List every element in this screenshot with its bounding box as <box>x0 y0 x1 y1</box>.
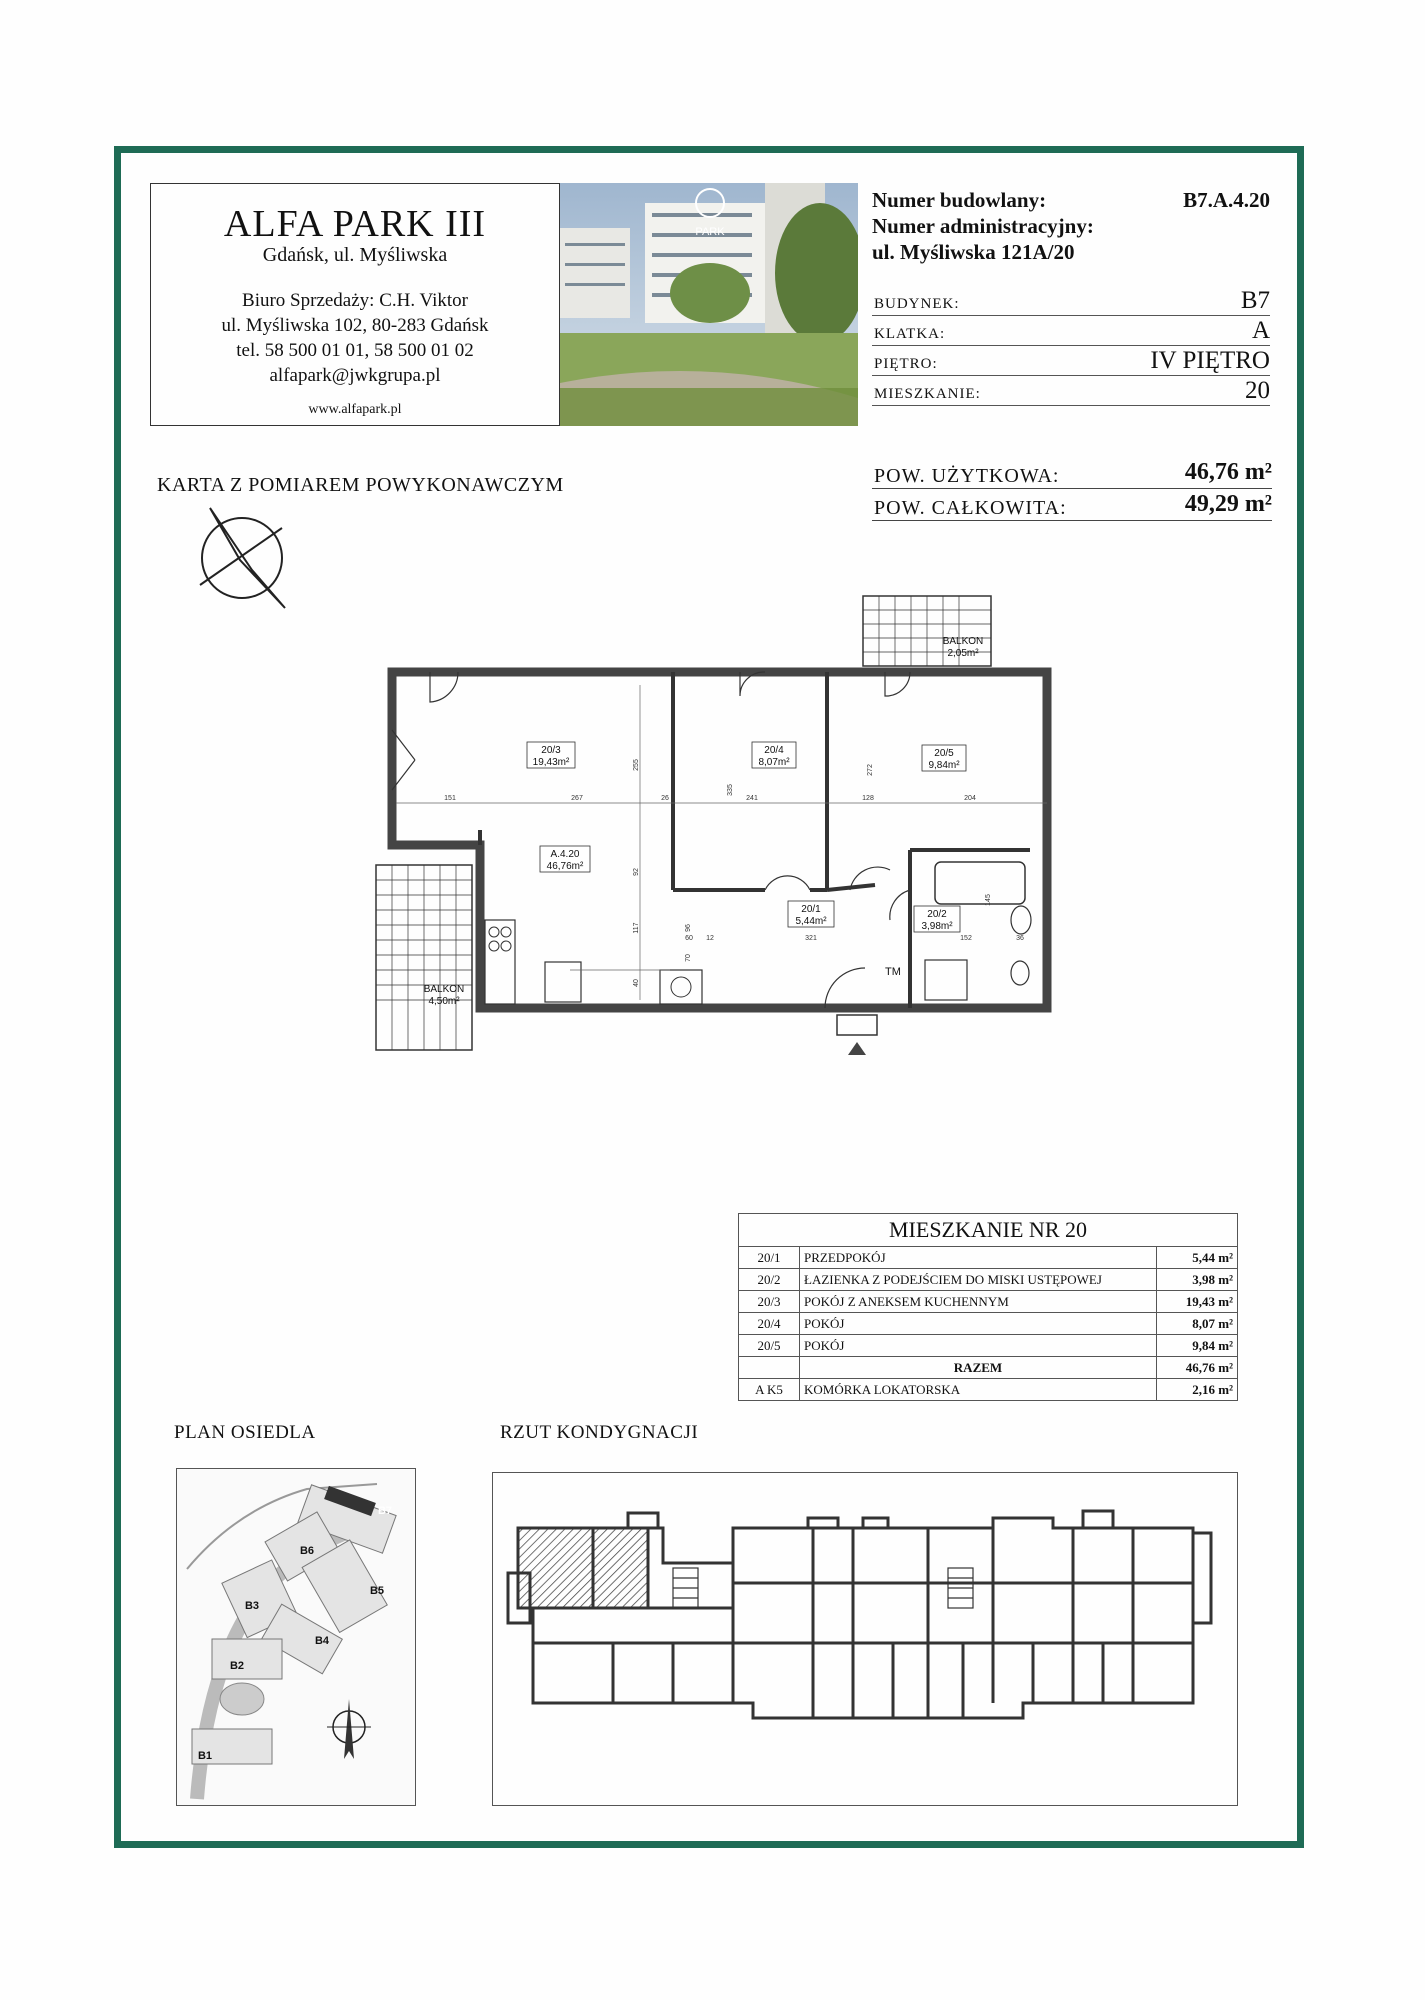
balcony-top-label: BALKON <box>942 636 984 647</box>
row-area: 3,98 m² <box>1157 1269 1238 1291</box>
office-line: tel. 58 500 01 01, 58 500 01 02 <box>236 340 474 361</box>
usable-area-value: 46,76 m² <box>1184 459 1272 485</box>
table-total-row <box>739 1357 1238 1379</box>
apartment-floorplan <box>370 590 1060 1060</box>
building-b5: B5 <box>369 1585 385 1597</box>
usable-area-row <box>872 460 1272 489</box>
dim-text: 36 <box>1016 935 1024 942</box>
building-b7: B7 <box>377 1505 393 1517</box>
mieszkanie-value: 20 <box>1245 377 1270 404</box>
dim-text: 255 <box>633 759 640 771</box>
room-204-no: 20/4 <box>764 745 784 756</box>
dim-text: 12 <box>706 935 714 942</box>
room-202-area: 3,98m² <box>921 921 953 932</box>
dim-text: 145 <box>985 894 992 906</box>
room-203-area: 19,43m² <box>532 757 570 768</box>
table-title: MIESZKANIE NR 20 <box>739 1214 1238 1247</box>
floor-overview <box>492 1472 1238 1806</box>
balcony-left-area: 4,50m² <box>428 996 460 1007</box>
room-table <box>738 1213 1238 1401</box>
row-area: 9,84 m² <box>1157 1335 1238 1357</box>
total-value: 46,76 m² <box>1157 1357 1238 1379</box>
budynek-value: B7 <box>1240 287 1270 314</box>
header <box>150 183 1270 428</box>
row-name: POKÓJ <box>800 1313 1157 1335</box>
room-201-no: 20/1 <box>801 904 821 915</box>
mieszkanie-label: MIESZKANIE: <box>874 386 981 402</box>
address: ul. Myśliwska 121A/20 <box>872 240 1075 264</box>
row-name: PRZEDPOKÓJ <box>800 1247 1157 1269</box>
row-name: POKÓJ Z ANEKSEM KUCHENNYM <box>800 1291 1157 1313</box>
total-label: RAZEM <box>800 1357 1157 1379</box>
building-b4: B4 <box>314 1635 330 1647</box>
admin-number-label: Numer administracyjny: <box>872 214 1094 238</box>
dim-text: 60 <box>685 935 693 942</box>
klatka-value: A <box>1251 317 1270 344</box>
dim-text: 40 <box>633 979 640 987</box>
row-no: 20/3 <box>739 1291 800 1313</box>
balcony-top-area: 2,05m² <box>947 648 979 659</box>
room-202-no: 20/2 <box>927 909 947 920</box>
building-b3: B3 <box>244 1600 260 1612</box>
storage-name: KOMÓRKA LOKATORSKA <box>800 1379 1157 1401</box>
north-arrow-icon <box>190 500 290 610</box>
room-201-area: 5,44m² <box>795 916 827 927</box>
total-area-row <box>872 492 1272 521</box>
dim-text: 152 <box>960 935 972 942</box>
building-b1: B1 <box>197 1750 213 1762</box>
storage-area: 2,16 m² <box>1157 1379 1238 1401</box>
dim-text: 26 <box>661 795 669 802</box>
balcony-left-label: BALKON <box>423 984 465 995</box>
dim-text: 92 <box>633 868 640 876</box>
row-area: 19,43 m² <box>1157 1291 1238 1313</box>
tm-label: TM <box>885 966 901 978</box>
row-no: 20/1 <box>739 1247 800 1269</box>
row-no: 20/4 <box>739 1313 800 1335</box>
room-205-area: 9,84m² <box>928 760 960 771</box>
build-number-label: Numer budowlany: <box>872 188 1047 212</box>
room-203-no: 20/3 <box>541 745 561 756</box>
pietro-label: PIĘTRO: <box>874 356 938 372</box>
room-204-area: 8,07m² <box>758 757 790 768</box>
dim-text: 335 <box>727 784 734 796</box>
dim-text: 96 <box>685 924 692 932</box>
entrance-arrow-icon <box>848 1042 866 1055</box>
row-klatka <box>872 317 1270 346</box>
office-line: Biuro Sprzedaży: C.H. Viktor <box>242 290 468 311</box>
row-area: 8,07 m² <box>1157 1313 1238 1335</box>
floor-plan-label: RZUT KONDYGNACJI <box>500 1422 699 1443</box>
budynek-label: BUDYNEK: <box>874 296 960 312</box>
office-email: alfapark@jwkgrupa.pl <box>269 365 441 386</box>
sales-office <box>151 288 559 388</box>
table-storage-row <box>739 1379 1238 1401</box>
row-area: 5,44 m² <box>1157 1247 1238 1269</box>
table-row <box>739 1313 1238 1335</box>
build-number-value: B7.A.4.20 <box>1183 188 1270 212</box>
estate-photo <box>560 183 858 426</box>
dim-text: 70 <box>685 954 692 962</box>
building-b2: B2 <box>229 1660 245 1672</box>
table-row <box>739 1247 1238 1269</box>
table-row <box>739 1335 1238 1357</box>
row-mieszkanie <box>872 377 1270 406</box>
storage-no: A K5 <box>739 1379 800 1401</box>
table-row <box>739 1291 1238 1313</box>
dim-text: 241 <box>746 795 758 802</box>
dim-text: 117 <box>633 922 640 934</box>
dim-text: 321 <box>805 935 817 942</box>
row-budynek <box>872 287 1270 316</box>
measurement-card-label: KARTA Z POMIAREM POWYKONAWCZYM <box>157 474 564 496</box>
apartment-area: 46,76m² <box>546 861 584 872</box>
outer-walls <box>392 672 1047 1008</box>
table-row <box>739 1269 1238 1291</box>
total-area-value: 49,29 m² <box>1184 491 1272 517</box>
total-area-label: POW. CAŁKOWITA: <box>874 497 1067 519</box>
row-no: 20/2 <box>739 1269 800 1291</box>
project-title: ALFA PARK III <box>223 203 487 245</box>
row-pietro <box>872 347 1270 376</box>
row-name: ŁAZIENKA Z PODEJŚCIEM DO MISKI USTĘPOWEJ <box>800 1269 1157 1291</box>
room-205-no: 20/5 <box>934 748 954 759</box>
site-plan-label: PLAN OSIEDLA <box>174 1422 316 1443</box>
building-b6: B6 <box>299 1545 315 1557</box>
klatka-label: KLATKA: <box>874 326 946 342</box>
pietro-value: IV PIĘTRO <box>1150 347 1270 374</box>
dim-text: 272 <box>867 764 874 776</box>
photo-logo: PARK <box>695 226 725 238</box>
office-line: ul. Myśliwska 102, 80-283 Gdańsk <box>221 315 489 336</box>
dim-text: 267 <box>571 795 583 802</box>
apartment-no: A.4.20 <box>550 849 580 860</box>
row-name: POKÓJ <box>800 1335 1157 1357</box>
project-city: Gdańsk, ul. Myśliwska <box>262 244 448 266</box>
site-plan <box>176 1468 416 1806</box>
apartment-info <box>872 183 1270 426</box>
dim-text: 151 <box>444 795 456 802</box>
website: www.alfapark.pl <box>308 402 402 417</box>
row-no: 20/5 <box>739 1335 800 1357</box>
usable-area-label: POW. UŻYTKOWA: <box>874 465 1060 487</box>
highlighted-apartment <box>518 1528 648 1608</box>
dim-text: 204 <box>964 795 976 802</box>
developer-box <box>150 183 560 426</box>
dim-text: 128 <box>862 795 874 802</box>
